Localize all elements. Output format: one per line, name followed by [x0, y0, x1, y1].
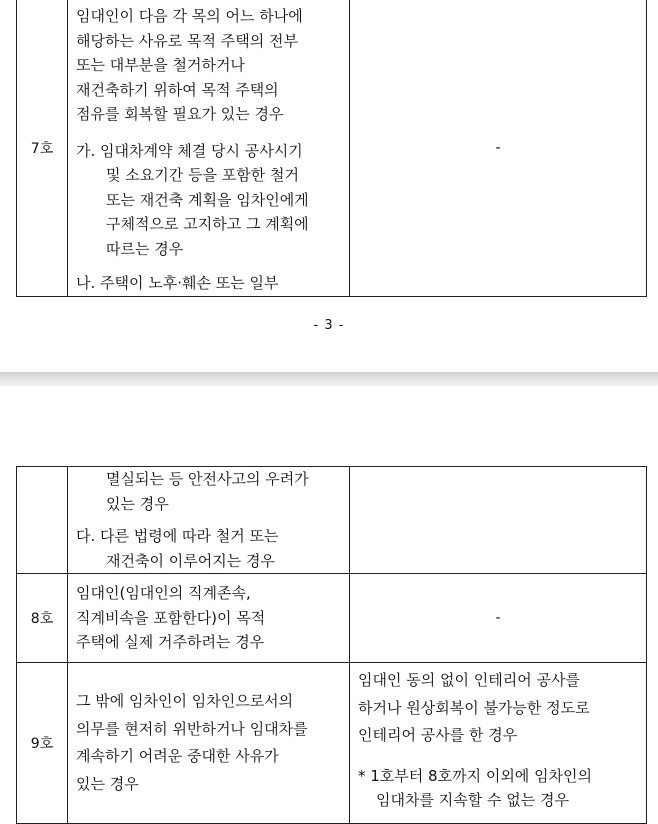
item-ga-line: 또는 재건축 계획을 임차인에게: [106, 190, 309, 209]
item-da: 다. 다른 법령에 따라 철거 또는: [76, 527, 279, 545]
item-na-line: 멸실되는 등 안전사고의 우려가: [106, 470, 309, 488]
item-da-line: 재건축이 이루어지는 경우: [106, 551, 275, 570]
description-line: 있는 경우: [76, 774, 139, 793]
row-8-remark: -: [350, 574, 647, 663]
item-ga-line: 구체적으로 고지하고 그 계획에: [106, 215, 309, 233]
description-line: 의무를 현저히 위반하거나 임대차를: [76, 719, 308, 738]
table-row-9: [17, 663, 647, 824]
row-8-description: [68, 574, 350, 663]
item-ga: 가. 임대차계약 체결 당시 공사시기: [76, 141, 303, 160]
description-line: 그 밖에 임차인이 임차인으로서의: [76, 692, 294, 710]
row-9-description: [68, 663, 350, 824]
row-number: 8호: [17, 574, 68, 663]
item-ga-line: 및 소요기간 등을 포함한 철거: [106, 166, 299, 184]
row-continued-remark: [350, 467, 647, 574]
description-line: 또는 대부분을 철거하거나: [76, 56, 245, 74]
remark-note-line: 임대차를 지속할 수 없는 경우: [376, 791, 569, 809]
table-row-7: [17, 0, 647, 296]
description-line: 직계비속을 포함한다)이 목적: [76, 608, 266, 627]
row-7-remark: -: [350, 0, 647, 296]
row-9-remark: [350, 663, 647, 824]
grounds-table-top: [16, 0, 647, 297]
page-separator: [0, 372, 658, 386]
description-line: 해당하는 사유로 목적 주택의 전부: [76, 31, 298, 50]
row-number: 9호: [17, 663, 68, 824]
item-ga-line: 따르는 경우: [106, 239, 184, 258]
description-line: 계속하기 어려운 중대한 사유가: [76, 747, 279, 765]
description-line: 점유를 회복할 필요가 있는 경우: [76, 105, 284, 123]
description-line: 임대인이 다음 각 목의 어느 하나에: [76, 7, 303, 25]
row-7-description: [68, 0, 350, 296]
table-row-continued: [17, 467, 647, 574]
remark-line: 임대인 동의 없이 인테리어 공사를: [358, 671, 580, 689]
remark-note: * 1호부터 8호까지 이외에 임차인의: [358, 766, 593, 785]
description-line: 재건축하기 위하여 목적 주택의: [76, 80, 279, 99]
grounds-table-bottom: [16, 466, 647, 824]
document-page-3: [0, 0, 658, 372]
row-number-empty: [17, 467, 68, 574]
item-na-line: 있는 경우: [106, 494, 169, 513]
item-na: 나. 주택이 노후·훼손 또는 일부: [76, 274, 279, 292]
page-number: - 3 -: [313, 318, 345, 333]
description-line: 주택에 실제 거주하려는 경우: [76, 633, 265, 652]
remark-line: 하거나 원상회복이 불가능한 정도로: [358, 698, 590, 717]
description-line: 임대인(임대인의 직계존속,: [76, 584, 251, 603]
row-continued-description: [68, 467, 350, 574]
table-row-8: [17, 574, 647, 663]
document-page-4: [0, 386, 658, 818]
remark-line: 인테리어 공사를 한 경우: [358, 726, 518, 744]
row-number: 7호: [17, 0, 68, 296]
